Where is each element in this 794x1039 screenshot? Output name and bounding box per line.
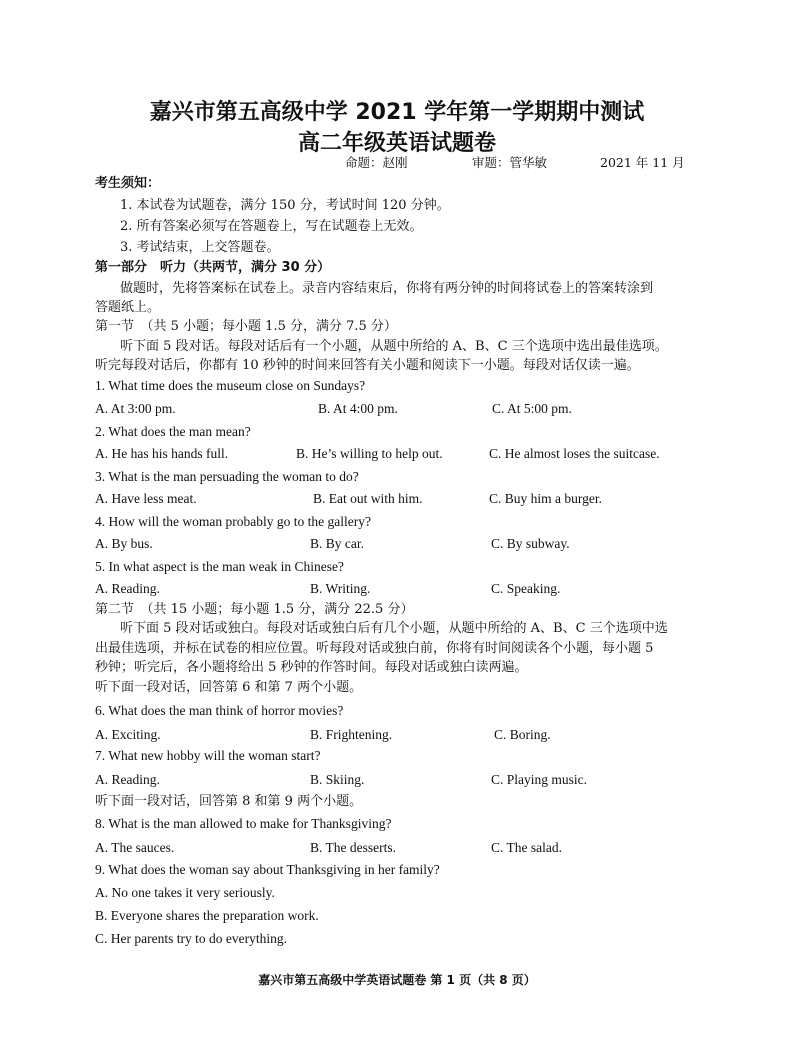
- q4-option-b: B. By car.: [310, 536, 364, 551]
- section1-intro-line-1: 听下面 5 段对话。每段对话后有一个小题，从题中所给的 A、B、C 三个选项中选出最佳选项。: [120, 339, 668, 354]
- q3-option-b: B. Eat out with him.: [313, 491, 423, 506]
- section2-intro-line-2: 出最佳选项，并标在试卷的相应位置。听每段对话或独白前，你将有时间阅读各个小题，每小题 5: [95, 641, 654, 656]
- q8-option-c: C. The salad.: [491, 840, 562, 855]
- q8-option-a: A. The sauces.: [95, 840, 175, 855]
- q3-option-a: A. Have less meat.: [95, 491, 197, 506]
- q5-option-c: C. Speaking.: [491, 581, 561, 596]
- question-9: 9. What does the woman say about Thanksgiving in her family?: [95, 862, 440, 877]
- section1-heading: 第一节 （共 5 小题；每小题 1.5 分，满分 7.5 分）: [95, 319, 397, 334]
- q2-option-b: B. He’s willing to help out.: [296, 446, 443, 461]
- exam-title: 嘉兴市第五高级中学 2021 学年第一学期期中测试: [149, 100, 645, 125]
- q3-option-c: C. Buy him a burger.: [489, 491, 602, 506]
- exam-date: 2021 年 11 月: [600, 155, 685, 170]
- q7-option-c: C. Playing music.: [491, 772, 588, 787]
- q1-option-a: A. At 3:00 pm.: [95, 401, 176, 416]
- q2-option-c: C. He almost loses the suitcase.: [489, 446, 660, 461]
- question-2: 2. What does the man mean?: [95, 424, 251, 439]
- q4-option-c: C. By subway.: [491, 536, 570, 551]
- q9-option-a: A. No one takes it very seriously.: [95, 885, 275, 900]
- section2-intro-line-1: 听下面 5 段对话或独白。每段对话或独白后有几个小题，从题中所给的 A、B、C 三个选项中选: [120, 621, 668, 636]
- q4-option-a: A. By bus.: [95, 536, 153, 551]
- section2-intro-line-3: 秒钟；听完后，各小题将给出 5 秒钟的作答时间。每段对话或独白读两遍。: [95, 660, 528, 675]
- notice-item-2: 2. 所有答案必须写在答题卷上，写在试题卷上无效。: [120, 219, 423, 234]
- q6-option-c: C. Boring.: [494, 727, 551, 742]
- part1-intro-line-1: 做题时，先将答案标在试卷上。录音内容结束后，你将有两分钟的时间将试卷上的答案转涂到: [120, 281, 654, 296]
- q9-option-c: C. Her parents try to do everything.: [95, 931, 287, 946]
- q1-option-b: B. At 4:00 pm.: [318, 401, 398, 416]
- question-4: 4. How will the woman probably go to the gallery?: [95, 514, 371, 529]
- exam-subtitle: 高二年级英语试题卷: [297, 131, 496, 156]
- section2-heading: 第二节 （共 15 小题；每小题 1.5 分，满分 22.5 分）: [95, 602, 414, 617]
- notice-item-3: 3. 考试结束，上交答题卷。: [120, 240, 280, 255]
- question-7: 7. What new hobby will the woman start?: [95, 748, 321, 763]
- q5-option-a: A. Reading.: [95, 581, 160, 596]
- q7-option-b: B. Skiing.: [310, 772, 365, 787]
- q2-option-a: A. He has his hands full.: [95, 446, 229, 461]
- q6-option-b: B. Frightening.: [310, 727, 393, 742]
- reviewer-label: 审题：管华敏: [472, 155, 548, 170]
- question-1: 1. What time does the museum close on Sundays?: [95, 378, 366, 393]
- part1-intro-line-2: 答题纸上。: [95, 300, 161, 315]
- page-footer: 嘉兴市第五高级中学英语试题卷 第 1 页（共 8 页）: [258, 973, 536, 987]
- notice-heading: 考生须知：: [95, 176, 161, 191]
- notice-item-1: 1. 本试卷为试题卷，满分 150 分，考试时间 120 分钟。: [120, 198, 450, 213]
- q8-option-b: B. The desserts.: [310, 840, 396, 855]
- setter-label: 命题：赵刚: [345, 155, 408, 170]
- section1-intro-line-2: 听完每段对话后，你都有 10 秒钟的时间来回答有关小题和阅读下一小题。每段对话仅读一遍。: [95, 358, 640, 373]
- q9-option-b: B. Everyone shares the preparation work.: [95, 908, 319, 923]
- q5-option-b: B. Writing.: [310, 581, 371, 596]
- q6-option-a: A. Exciting.: [95, 727, 161, 742]
- question-6: 6. What does the man think of horror movies?: [95, 703, 344, 718]
- part1-heading: 第一部分 听力（共两节，满分 30 分）: [95, 260, 331, 275]
- question-8: 8. What is the man allowed to make for Thanksgiving?: [95, 816, 392, 831]
- question-3: 3. What is the man persuading the woman to do?: [95, 469, 359, 484]
- q7-option-a: A. Reading.: [95, 772, 160, 787]
- q1-option-c: C. At 5:00 pm.: [492, 401, 572, 416]
- question-5: 5. In what aspect is the man weak in Chinese?: [95, 559, 344, 574]
- instruction-q8-q9: 听下面一段对话，回答第 8 和第 9 两个小题。: [95, 794, 363, 809]
- instruction-q6-q7: 听下面一段对话，回答第 6 和第 7 两个小题。: [95, 680, 363, 695]
